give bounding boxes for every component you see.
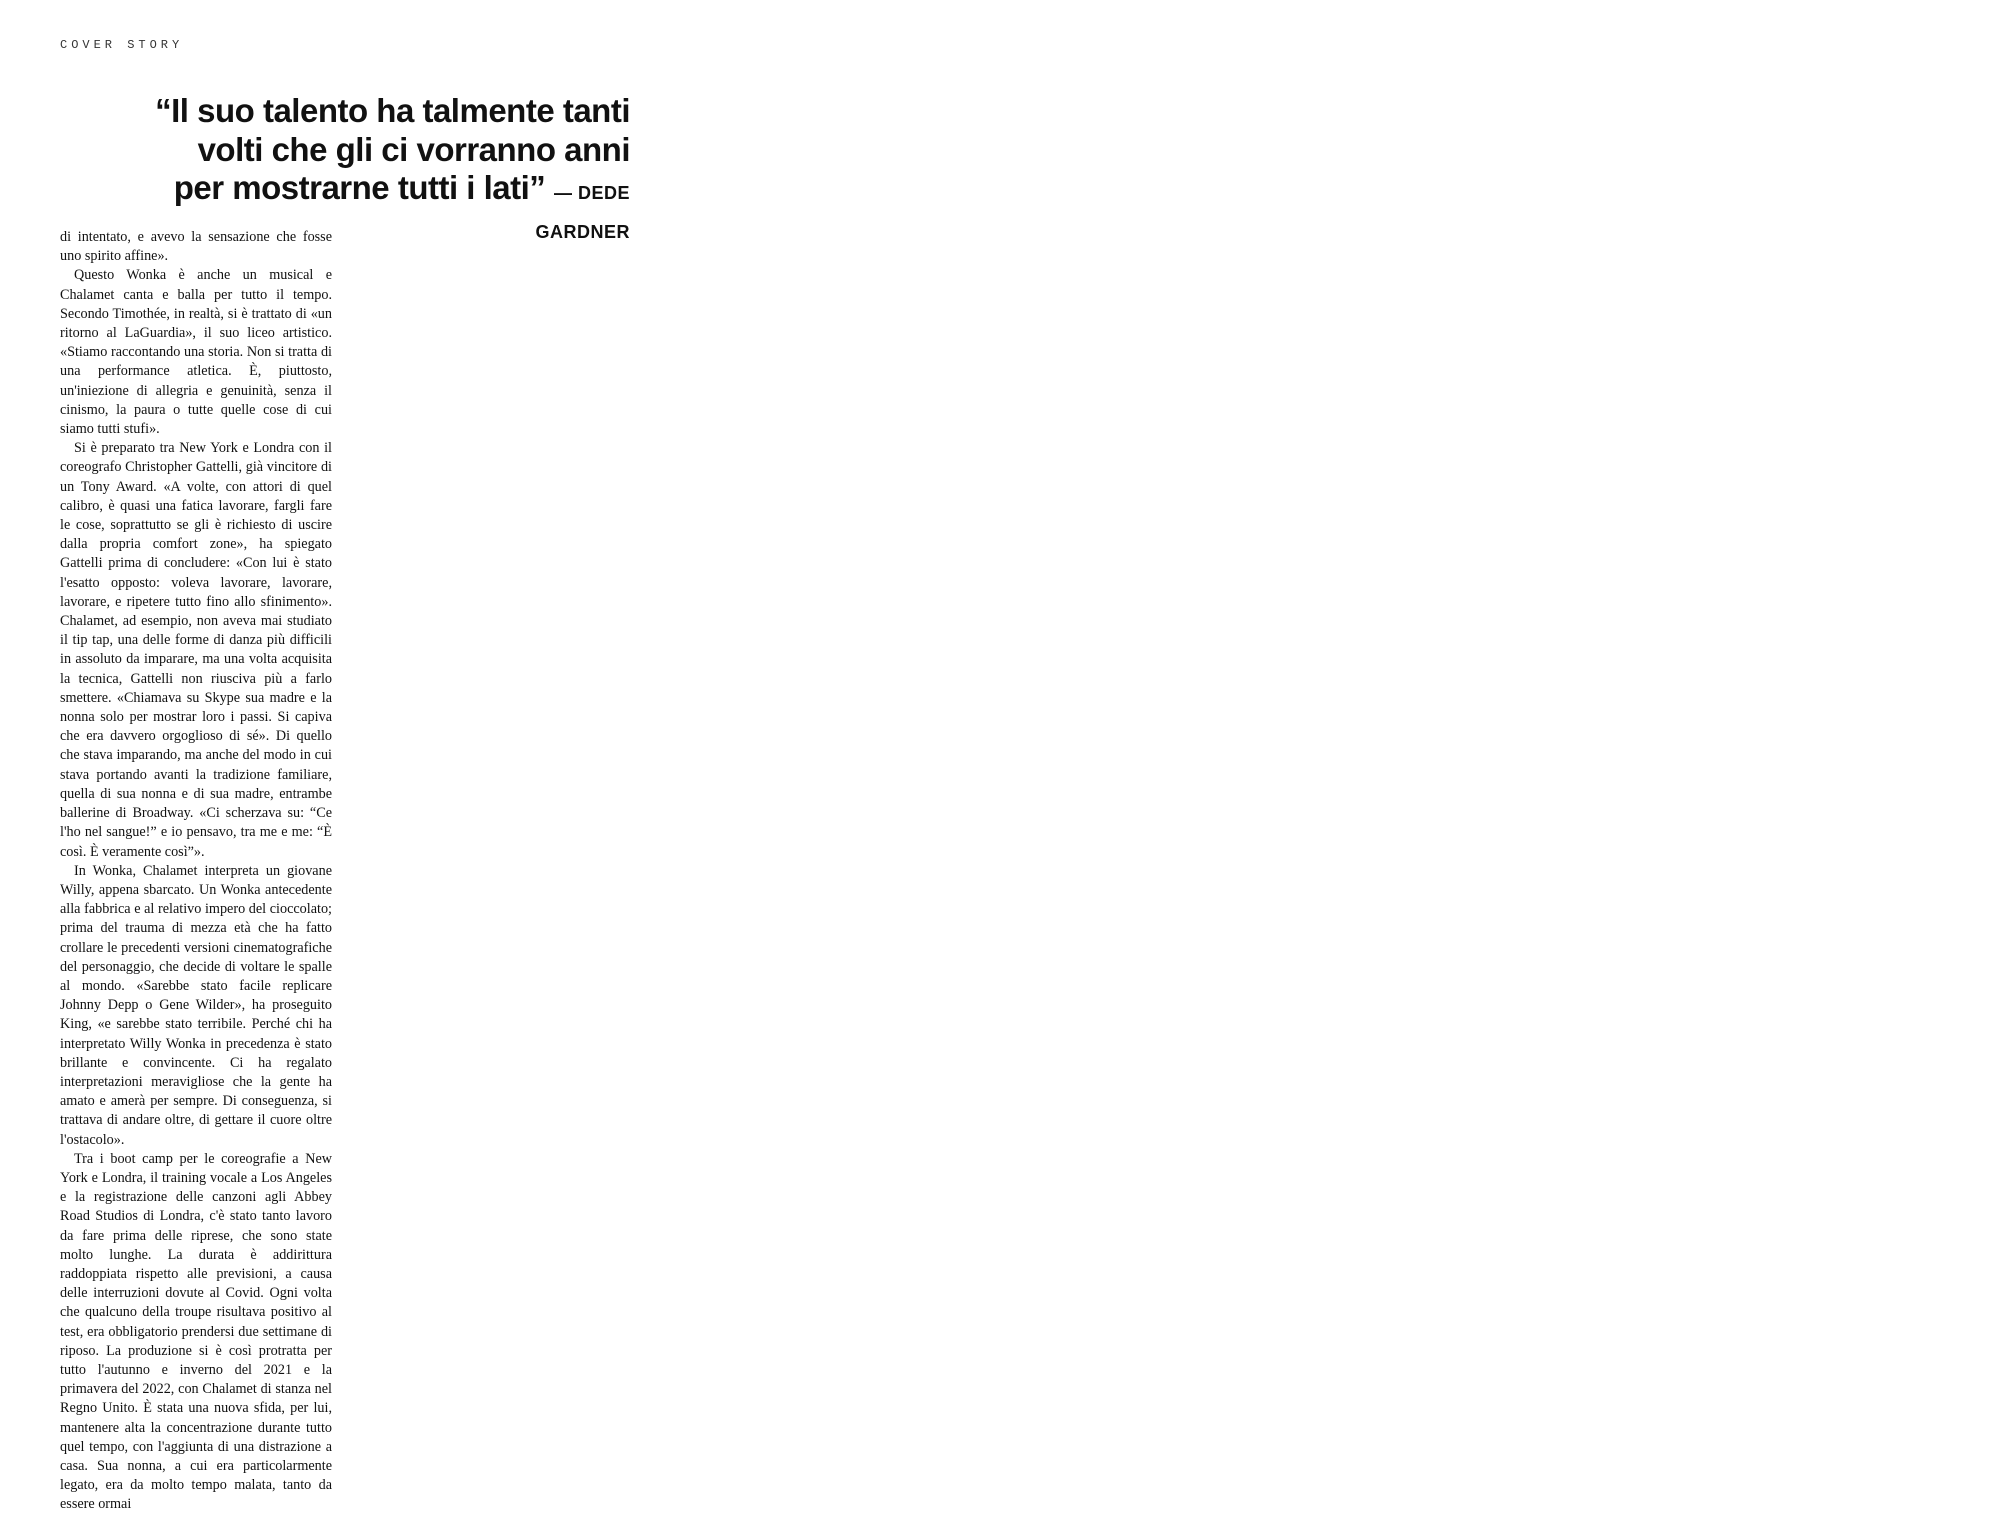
text-column-1: [60, 228, 332, 1515]
pull-quote: [140, 92, 630, 246]
paragraph: Si è preparato tra New York e Londra con il coreografo Christopher Gattelli, già vincitore di un Tony Award. «A volte, con attori di quel calibro, è quasi una fatica lavorare, fargli fare le cose, soprattutto se gli è richiesto di uscire dalla propria comfort zone», ha spiegato Gattelli prima di concludere: «Con lui è stato l'esatto opposto: voleva lavorare, lavorare, lavorare, e ripetere tutto fino allo sfinimento». Chalamet, ad esempio, non aveva mai studiato il tip tap, una delle forme di danza più difficili in assoluto da imparare, ma una volta acquisita la tecnica, Gattelli non riusciva più a farlo smettere. «Chiamava su Skype sua madre e la nonna solo per mostrar loro i passi. Si capiva che era davvero orgoglioso di sé». Di quello che stava imparando, ma anche del modo in cui stava portando avanti la tradizione familiare, quella di sua nonna e di sua madre, entrambe ballerine di Broadway. «Ci scherzava su: “Ce l'ho nel sangue!” e io pensavo, tra me e me: “È così. È veramente così”».: [60, 440, 332, 860]
pull-quote-attribution: — DEDE GARDNER: [535, 183, 630, 242]
paragraph: di intentato, e avevo la sensazione che fosse uno spirito affine».: [60, 229, 332, 265]
paragraph: In Wonka, Chalamet interpreta un giovane Willy, appena sbarcato. Un Wonka antecedente alla fabbrica e al relativo impero del cioccolato; prima del trauma di mezza età che ha fatto crollare le precedenti versioni cinematografiche del personaggio, che decide di voltare le spalle al mondo. «Sarebbe stato facile replicare Johnny Depp o Gene Wilder», ha proseguito King, «e sarebbe stato terribile. Perché chi ha interpretato Willy Wonka in precedenza è stato brillante e convincente. Ci ha regalato interpretazioni meravigliose che la gente ha amato e amerà per sempre. Di conseguenza, si trattava di andare oltre, di gettare il cuore oltre l'ostacolo».: [60, 862, 332, 1148]
pull-quote-text: “Il suo talento ha talmente tanti volti che gli ci vorranno anni per mostrarne tutti i lati”: [155, 92, 630, 207]
paragraph: Tra i boot camp per le coreografie a New York e Londra, il training vocale a Los Angeles e la registrazione delle canzoni agli Abbey Road Studios di Londra, c'è stato tanto lavoro da fare prima delle riprese, che sono state molto lunghe. La durata è addirittura raddoppiata rispetto alle previsioni, a causa delle interruzioni dovute al Covid. Ogni volta che qualcuno della troupe risultava positivo al test, era obbligatorio prendersi due settimane di riposo. La produzione si è così protratta per tutto l'autunno e inverno del 2021 e la primavera del 2022, con Chalamet di stanza nel Regno Unito. È stata una nuova sfida, per lui, mantenere alta la concentrazione durante tutto quel tempo, con l'aggiunta di una distrazione a casa. Sua nonna, a cui era particolarmente legato, era da molto tempo malata, tanto da essere ormai: [60, 1150, 332, 1513]
paragraph: Questo Wonka è anche un musical e Chalamet canta e balla per tutto il tempo. Secondo Timothée, in realtà, si è trattato di «un ritorno al LaGuardia», il suo liceo artistico. «Stiamo raccontando una storia. Non si tratta di una performance atletica. È, piuttosto, un'iniezione di allegria e genuinità, senza il cinismo, la paura o tutte quelle cose di cui siamo tutti stufi».: [60, 267, 332, 438]
section-label: COVER STORY: [60, 38, 184, 52]
